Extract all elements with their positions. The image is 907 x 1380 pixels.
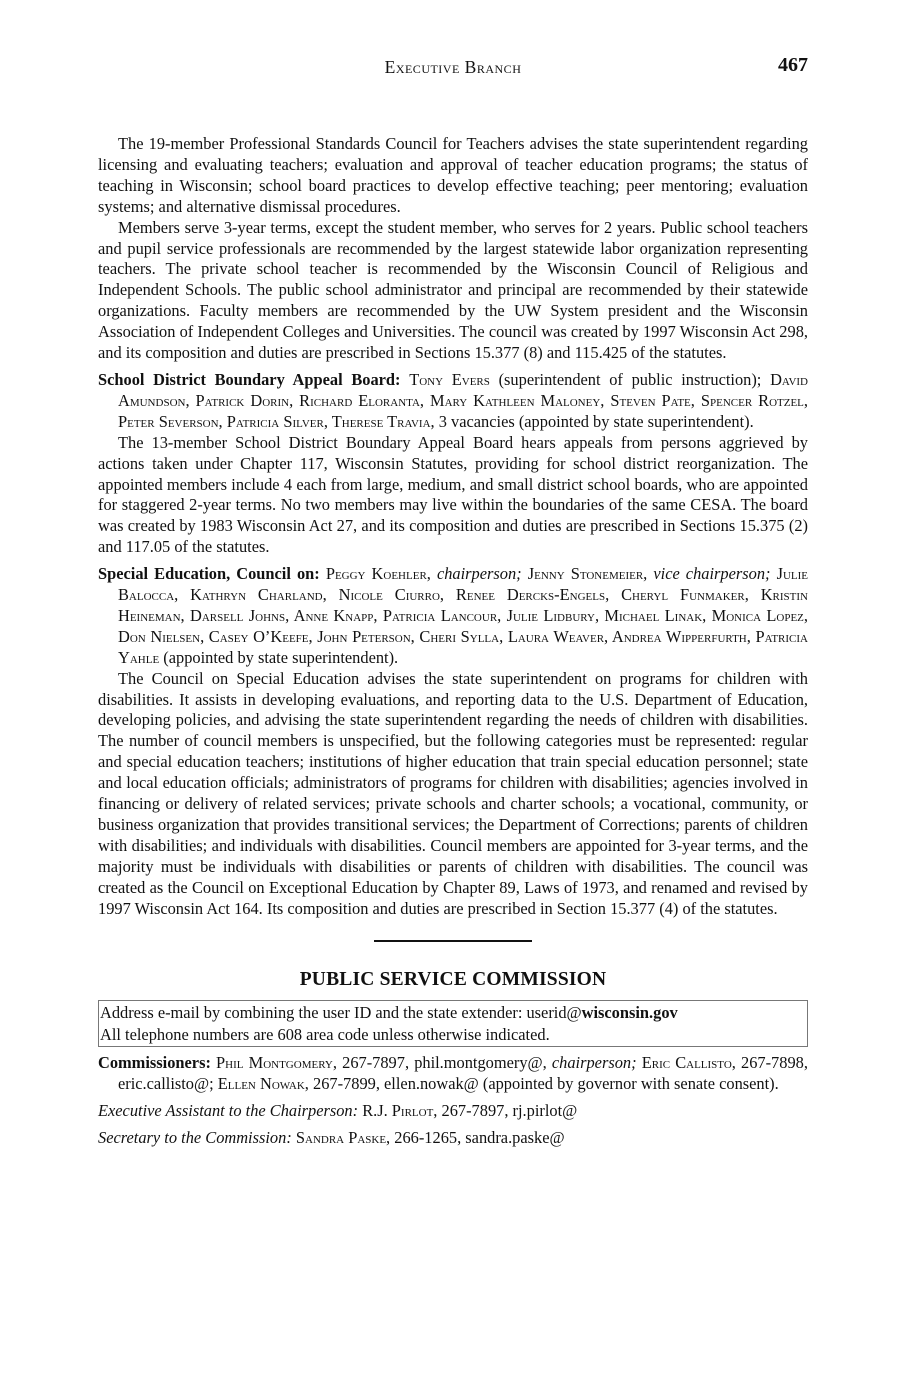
section-divider — [374, 940, 532, 942]
special-ed-heading: Special Education, Council on: — [98, 564, 320, 584]
commissioner-2-contact: 267-7898, eric.callisto@; — [118, 1053, 808, 1094]
page-body — [98, 134, 808, 1149]
special-ed-members: Julie Balocca, Kathryn Charland, Nicole Ciurro, Renee Dercks-Engels, Cheryl Funmaker, Kristin Heineman, Darsell Johns, Anne Knapp, Patricia Lancour, Julie Lidbury, Michael Linak, Monica Lopez, Don Nielsen, Casey O’Keefe, John Peterson, Cheri Sylla, Laura Weaver, Andrea Wipperfurth, Patricia Yahle — [118, 564, 808, 667]
boundary-board-description: The 13-member School District Boundary Appeal Board hears appeals from persons aggrieved by actions taken under Chapter 117, Wisconsin Statutes, providing for school district reorganization. The appointed members include 4 each from large, medium, and small district school boards, who are appointed for staggered 2-year terms. No two members may live within the boundaries of the same CESA. The board was created by 1983 Wisconsin Act 27, and its composition and duties are prescribed in Sections 15.375 (2) and 117.05 of the statutes. — [98, 432, 808, 557]
secretary-line — [98, 1128, 808, 1149]
email-note-text: Address e-mail by combining the user ID and the state extender: userid@ — [100, 1003, 582, 1023]
pstc-paragraph-1: The 19-member Professional Standards Council for Teachers advises the state superintendent regarding licensing and evaluating teachers; evaluation and approval of teacher education programs; the status of teaching in Wisconsin; school board practices to develop effective teaching; peer mentoring; evaluation systems; and alternative dismissal procedures. — [98, 134, 808, 216]
special-ed-chair: Peggy Koehler, — [325, 564, 431, 584]
psc-section-title: PUBLIC SERVICE COMMISSION — [299, 968, 607, 990]
secretary-contact: 266-1265, sandra.paske@ — [394, 1128, 565, 1148]
email-note — [100, 1002, 805, 1024]
running-head — [98, 54, 808, 81]
secretary-label: Secretary to the Commission: — [98, 1128, 292, 1148]
email-domain: wisconsin.gov — [581, 1003, 678, 1023]
special-ed-chair-title: chairperson; — [436, 564, 522, 584]
boundary-board-heading: School District Boundary Appeal Board: — [98, 369, 401, 389]
exec-assistant-name: R.J. Pirlot, — [362, 1101, 438, 1121]
commissioner-3-name: Ellen Nowak, — [217, 1074, 309, 1094]
psc-commissioners — [98, 1053, 808, 1095]
psc-contact-notice — [98, 1000, 808, 1047]
phone-note: All telephone numbers are 608 area code unless otherwise indicated. — [100, 1024, 550, 1044]
page-number: 467 — [778, 54, 808, 76]
special-ed-listing — [98, 564, 808, 669]
boundary-board-chair-role: (superintendent of public instruction); — [498, 369, 762, 389]
running-title: Executive Branch — [384, 57, 522, 77]
commissioner-1-contact: 267-7897, phil.montgomery@, — [342, 1053, 547, 1073]
special-ed-description: The Council on Special Education advises the state superintendent on programs for children with disabilities. It assists in developing evaluations, and reporting data to the U.S. Department of Education, developing policies, and advising the state superintendent regarding the needs of children with disabilities. The number of council members is unspecified, but the following categories must be represented: regular and special education teachers; institutions of higher education that train special education personnel; state and local education officials; administrators of programs for children with disabilities; agencies involved in financing or delivery of related services; private schools and charter schools; a vocational, community, or business organization that provides transitional services; the Department of Corrections; parents of children with disabilities; and individuals with disabilities. Council members are appointed for 3-year terms, and the majority must be individuals with disabilities or parents of children with disabilities. The council was created as the Council on Exceptional Education by Chapter 89, Laws of 1973, and renamed and revised by 1997 Wisconsin Act 164. Its composition and duties are prescribed in Section 15.377 (4) of the statutes. — [98, 668, 808, 918]
secretary-name: Sandra Paske, — [295, 1128, 391, 1148]
exec-assistant-label: Executive Assistant to the Chairperson: — [98, 1101, 359, 1121]
boundary-board-listing — [98, 370, 808, 433]
commissioner-3-contact: 267-7899, ellen.nowak@ (appointed by governor with senate consent). — [313, 1074, 779, 1094]
commissioner-1-name: Phil Montgomery, — [216, 1053, 337, 1073]
pstc-paragraph-2: Members serve 3-year terms, except the student member, who serves for 2 years. Public school teachers and pupil service professionals are recommended by the largest statewide labor organization representing teachers. The private school teacher is recommended by the Wisconsin Council of Religious and Independent Schools. The public school administrator and principal are recommended by their statewide organizations. Faculty members are recommended by the UW System president and the Wisconsin Association of Independent Colleges and Universities. The council was created by 1997 Wisconsin Act 298, and its composition and duties are prescribed in Sections 15.377 (8) and 115.425 of the statutes. — [98, 217, 808, 363]
exec-assistant-contact: 267-7897, rj.pirlot@ — [441, 1101, 578, 1121]
commissioner-2-name: Eric Callisto, — [641, 1053, 736, 1073]
commissioner-1-title: chairperson; — [551, 1053, 637, 1073]
special-ed-vice-title: vice chairperson; — [653, 564, 771, 584]
boundary-board-members: David Amundson, Patrick Dorin, Richard Eloranta, Mary Kathleen Maloney, Steven Pate, Spencer Rotzel, Peter Severson, Patricia Silver, Therese Travia, — [118, 369, 808, 431]
boundary-board-members-tail: 3 vacancies (appointed by state superintendent). — [438, 411, 754, 431]
special-ed-vice-chair: Jenny Stonemeier, — [527, 564, 648, 584]
boundary-board-chair: Tony Evers — [409, 369, 490, 389]
special-ed-members-tail: (appointed by state superintendent). — [163, 647, 399, 667]
exec-assistant-line — [98, 1101, 808, 1122]
commissioners-heading: Commissioners: — [98, 1053, 211, 1073]
